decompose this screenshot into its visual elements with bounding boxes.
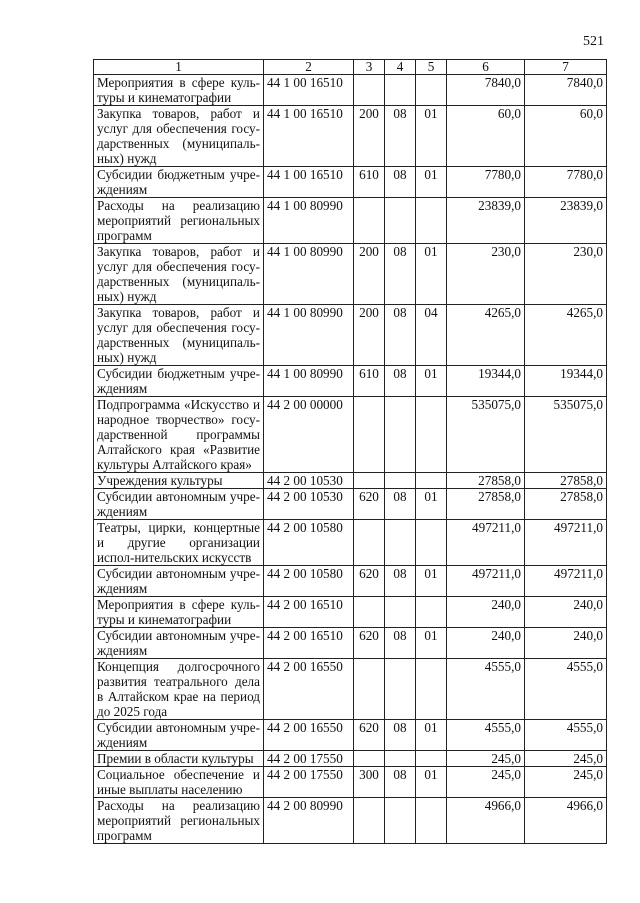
column-header: 7 <box>525 60 607 75</box>
row-value-col7: 230,0 <box>525 244 607 305</box>
row-col5: 01 <box>416 628 447 659</box>
row-code: 44 1 00 80990 <box>264 198 354 244</box>
row-name: Подпрограмма «Искусство и народное творчество» госу-дарственной программы Алтайского края «Развитие культуры Алтайского края» <box>94 397 264 473</box>
row-col5 <box>416 751 447 767</box>
row-name: Закупка товаров, работ и услуг для обеспечения госу-дарственных (муниципаль-ных) нужд <box>94 106 264 167</box>
row-code: 44 2 00 10580 <box>264 566 354 597</box>
row-value-col6: 245,0 <box>447 751 525 767</box>
row-value-col7: 535075,0 <box>525 397 607 473</box>
row-code: 44 2 00 80990 <box>264 798 354 844</box>
row-name: Закупка товаров, работ и услуг для обеспечения госу-дарственных (муниципаль-ных) нужд <box>94 305 264 366</box>
row-col5: 01 <box>416 244 447 305</box>
row-col5 <box>416 798 447 844</box>
row-col5 <box>416 520 447 566</box>
row-name: Субсидии автономным учре-ждениям <box>94 628 264 659</box>
row-value-col6: 240,0 <box>447 597 525 628</box>
row-value-col6: 23839,0 <box>447 198 525 244</box>
row-code: 44 1 00 80990 <box>264 244 354 305</box>
row-code: 44 1 00 16510 <box>264 106 354 167</box>
column-header: 1 <box>94 60 264 75</box>
row-col3 <box>354 397 385 473</box>
row-code: 44 1 00 80990 <box>264 305 354 366</box>
row-name: Социальное обеспечение и иные выплаты населению <box>94 767 264 798</box>
row-value-col7: 497211,0 <box>525 520 607 566</box>
row-code: 44 2 00 10530 <box>264 489 354 520</box>
row-code: 44 2 00 17550 <box>264 767 354 798</box>
table-row <box>94 106 607 167</box>
row-col4: 08 <box>385 720 416 751</box>
row-col3: 200 <box>354 106 385 167</box>
row-col4: 08 <box>385 566 416 597</box>
table-row <box>94 366 607 397</box>
row-col4 <box>385 659 416 720</box>
row-col5 <box>416 597 447 628</box>
row-value-col7: 4966,0 <box>525 798 607 844</box>
row-col5 <box>416 659 447 720</box>
row-col4 <box>385 397 416 473</box>
row-value-col6: 60,0 <box>447 106 525 167</box>
row-col4 <box>385 798 416 844</box>
row-value-col7: 240,0 <box>525 597 607 628</box>
row-code: 44 2 00 17550 <box>264 751 354 767</box>
row-value-col7: 7840,0 <box>525 75 607 106</box>
row-col3: 620 <box>354 720 385 751</box>
row-col5: 04 <box>416 305 447 366</box>
row-col4: 08 <box>385 366 416 397</box>
row-value-col6: 240,0 <box>447 628 525 659</box>
budget-table <box>93 59 607 844</box>
column-header: 6 <box>447 60 525 75</box>
row-code: 44 1 00 16510 <box>264 75 354 106</box>
row-col3 <box>354 597 385 628</box>
row-col4 <box>385 473 416 489</box>
table-row <box>94 520 607 566</box>
row-value-col7: 4555,0 <box>525 659 607 720</box>
row-col3 <box>354 75 385 106</box>
table-row <box>94 489 607 520</box>
row-name: Субсидии автономным учре-ждениям <box>94 489 264 520</box>
table-row <box>94 597 607 628</box>
row-code: 44 2 00 16510 <box>264 597 354 628</box>
row-col3: 300 <box>354 767 385 798</box>
row-value-col7: 27858,0 <box>525 473 607 489</box>
row-name: Субсидии бюджетным учре-ждениям <box>94 366 264 397</box>
row-name: Мероприятия в сфере куль-туры и кинематографии <box>94 597 264 628</box>
row-col4 <box>385 597 416 628</box>
row-value-col7: 27858,0 <box>525 489 607 520</box>
row-value-col6: 535075,0 <box>447 397 525 473</box>
page-number: 521 <box>583 34 604 49</box>
row-col3 <box>354 473 385 489</box>
row-col5 <box>416 198 447 244</box>
row-col3: 620 <box>354 628 385 659</box>
row-col4 <box>385 198 416 244</box>
row-value-col7: 60,0 <box>525 106 607 167</box>
column-header: 5 <box>416 60 447 75</box>
row-col3 <box>354 751 385 767</box>
row-col5: 01 <box>416 106 447 167</box>
row-col4: 08 <box>385 305 416 366</box>
row-col3: 610 <box>354 366 385 397</box>
row-col3: 200 <box>354 305 385 366</box>
row-code: 44 1 00 80990 <box>264 366 354 397</box>
table-row <box>94 767 607 798</box>
row-value-col7: 23839,0 <box>525 198 607 244</box>
table-row <box>94 473 607 489</box>
row-code: 44 2 00 16550 <box>264 720 354 751</box>
row-col3 <box>354 198 385 244</box>
row-code: 44 2 00 10580 <box>264 520 354 566</box>
row-col5: 01 <box>416 566 447 597</box>
row-value-col6: 4265,0 <box>447 305 525 366</box>
row-col5: 01 <box>416 167 447 198</box>
row-code: 44 2 00 10530 <box>264 473 354 489</box>
row-value-col6: 4555,0 <box>447 720 525 751</box>
column-header: 3 <box>354 60 385 75</box>
table-row <box>94 244 607 305</box>
row-value-col7: 4265,0 <box>525 305 607 366</box>
column-header: 2 <box>264 60 354 75</box>
row-col4 <box>385 751 416 767</box>
row-col4 <box>385 520 416 566</box>
row-col4: 08 <box>385 244 416 305</box>
row-col3: 200 <box>354 244 385 305</box>
table-row <box>94 75 607 106</box>
row-code: 44 2 00 00000 <box>264 397 354 473</box>
row-value-col6: 27858,0 <box>447 473 525 489</box>
row-value-col6: 7780,0 <box>447 167 525 198</box>
row-col3 <box>354 798 385 844</box>
table-row <box>94 751 607 767</box>
row-value-col6: 245,0 <box>447 767 525 798</box>
row-col4 <box>385 75 416 106</box>
row-value-col6: 27858,0 <box>447 489 525 520</box>
table-row <box>94 659 607 720</box>
row-value-col6: 19344,0 <box>447 366 525 397</box>
row-name: Субсидии автономным учре-ждениям <box>94 720 264 751</box>
row-col5 <box>416 75 447 106</box>
row-col5 <box>416 473 447 489</box>
row-value-col7: 19344,0 <box>525 366 607 397</box>
table-row <box>94 720 607 751</box>
row-name: Расходы на реализацию мероприятий региональных программ <box>94 198 264 244</box>
row-value-col7: 240,0 <box>525 628 607 659</box>
row-value-col7: 245,0 <box>525 751 607 767</box>
row-col3: 610 <box>354 167 385 198</box>
row-name: Расходы на реализацию мероприятий региональных программ <box>94 798 264 844</box>
column-header: 4 <box>385 60 416 75</box>
row-value-col6: 230,0 <box>447 244 525 305</box>
row-col3: 620 <box>354 566 385 597</box>
row-col3: 620 <box>354 489 385 520</box>
row-value-col6: 497211,0 <box>447 566 525 597</box>
row-col5: 01 <box>416 720 447 751</box>
table-row <box>94 397 607 473</box>
row-value-col7: 7780,0 <box>525 167 607 198</box>
row-name: Учреждения культуры <box>94 473 264 489</box>
table-row <box>94 566 607 597</box>
row-name: Закупка товаров, работ и услуг для обеспечения госу-дарственных (муниципаль-ных) нужд <box>94 244 264 305</box>
row-name: Мероприятия в сфере куль-туры и кинематографии <box>94 75 264 106</box>
row-value-col6: 7840,0 <box>447 75 525 106</box>
table-row <box>94 167 607 198</box>
row-col3 <box>354 520 385 566</box>
row-col5 <box>416 397 447 473</box>
row-name: Театры, цирки, концертные и другие организации испол-нительских искусств <box>94 520 264 566</box>
row-col5: 01 <box>416 767 447 798</box>
row-code: 44 2 00 16510 <box>264 628 354 659</box>
row-name: Концепция долгосрочного развития театрального дела в Алтайском крае на период до 2025 года <box>94 659 264 720</box>
row-col3 <box>354 659 385 720</box>
table-row <box>94 305 607 366</box>
table-row <box>94 198 607 244</box>
row-col4: 08 <box>385 106 416 167</box>
table-header-row <box>94 60 607 75</box>
row-col4: 08 <box>385 167 416 198</box>
row-name: Премии в области культуры <box>94 751 264 767</box>
row-col5: 01 <box>416 489 447 520</box>
row-col5: 01 <box>416 366 447 397</box>
row-code: 44 1 00 16510 <box>264 167 354 198</box>
row-name: Субсидии бюджетным учре-ждениям <box>94 167 264 198</box>
table-row <box>94 798 607 844</box>
row-col4: 08 <box>385 767 416 798</box>
row-value-col6: 4966,0 <box>447 798 525 844</box>
table-row <box>94 628 607 659</box>
row-value-col6: 497211,0 <box>447 520 525 566</box>
row-col4: 08 <box>385 489 416 520</box>
row-value-col7: 4555,0 <box>525 720 607 751</box>
row-code: 44 2 00 16550 <box>264 659 354 720</box>
row-value-col7: 245,0 <box>525 767 607 798</box>
row-value-col7: 497211,0 <box>525 566 607 597</box>
row-col4: 08 <box>385 628 416 659</box>
row-name: Субсидии автономным учре-ждениям <box>94 566 264 597</box>
row-value-col6: 4555,0 <box>447 659 525 720</box>
